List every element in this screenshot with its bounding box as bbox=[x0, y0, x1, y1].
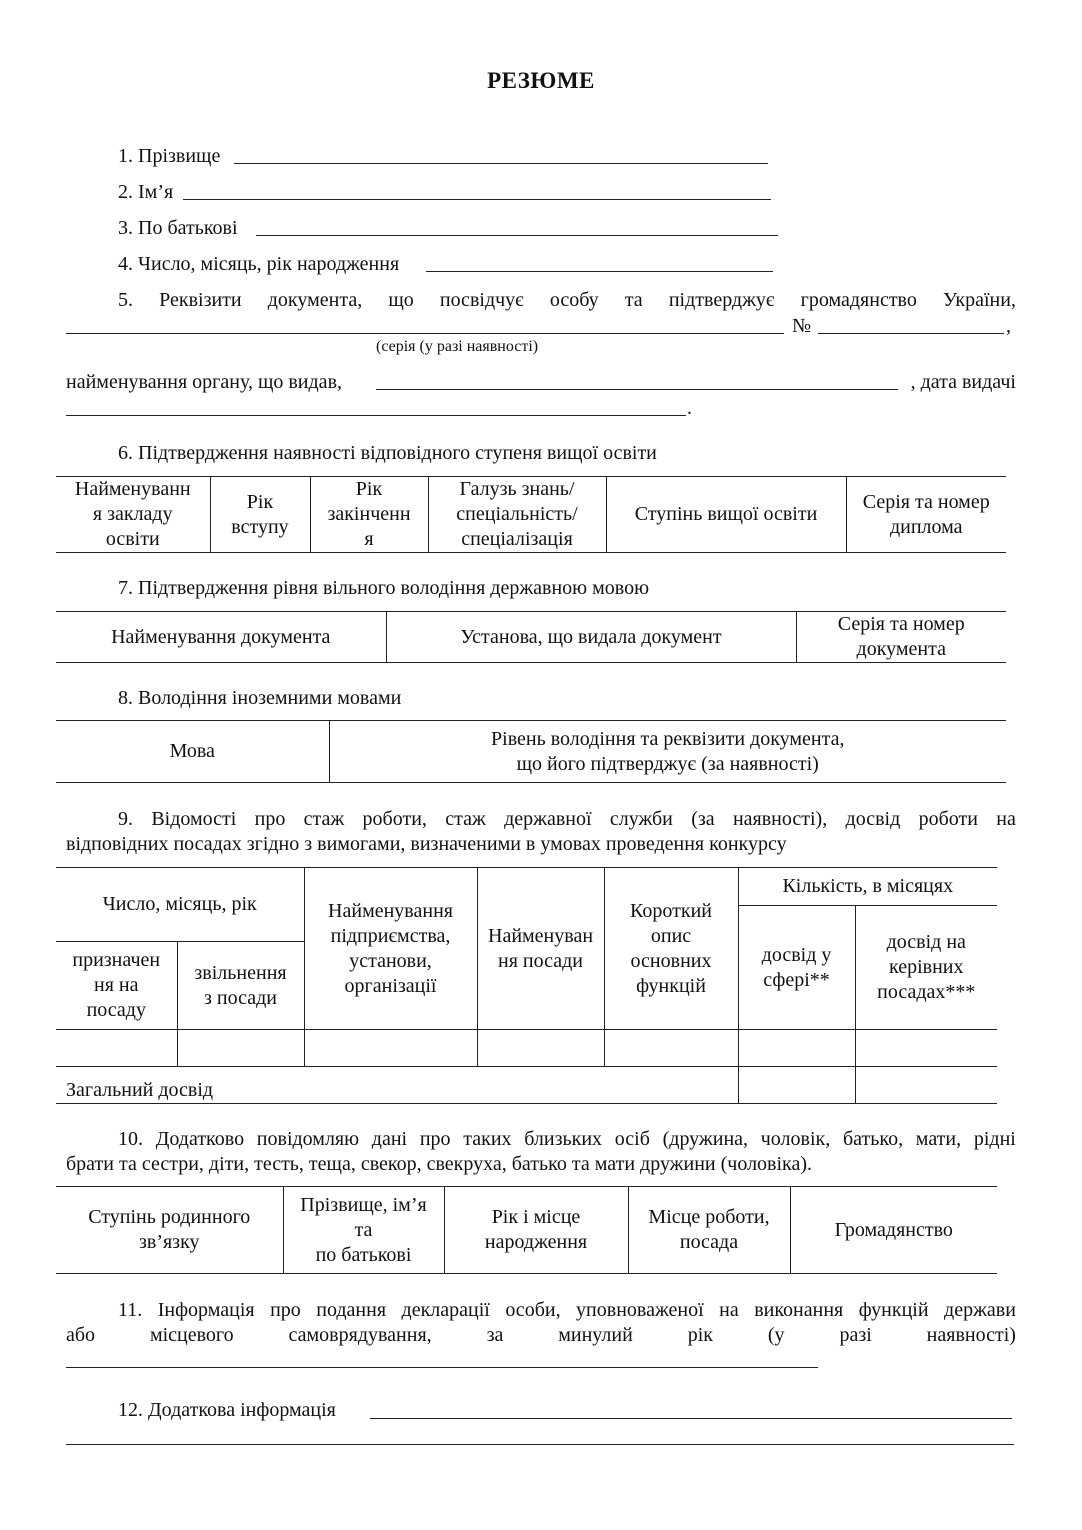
issuer-label: найменування органу, що видав, bbox=[66, 371, 343, 393]
rel-header-citizenship: Громадянство bbox=[790, 1187, 997, 1274]
section12-label: 12. Додаткова інформація bbox=[118, 1399, 336, 1421]
field-birthdate-label: 4. Число, місяць, рік народження bbox=[118, 253, 400, 275]
section5-heading: 5. Реквізити документа, що посвідчує особу та підтверджує громадянство України, bbox=[118, 289, 1016, 311]
section7-heading: 7. Підтвердження рівня вільного володіння державною мовою bbox=[118, 577, 650, 599]
rel-header-relation: Ступінь родинного зв’язку bbox=[56, 1187, 283, 1274]
edu-header-entry-year: Рік вступу bbox=[210, 477, 310, 553]
work-total-managerial[interactable] bbox=[855, 1067, 997, 1104]
work-cell[interactable] bbox=[304, 1030, 477, 1067]
rel-header-name: Прізвище, ім’я та по батькові bbox=[283, 1187, 444, 1274]
foreign-languages-table bbox=[56, 720, 1006, 783]
work-cell[interactable] bbox=[604, 1030, 738, 1067]
section11-heading: 11. Інформація про подання декларації особи, уповноваженої на виконання функцій держави bbox=[118, 1299, 1016, 1321]
work-header-functions: Короткий опис основних функцій bbox=[604, 868, 738, 1030]
rel-header-work: Місце роботи, посада bbox=[628, 1187, 790, 1274]
issue-date-line[interactable] bbox=[66, 415, 686, 416]
page-title: РЕЗЮМЕ bbox=[487, 68, 595, 93]
document-number-line[interactable] bbox=[818, 333, 1004, 334]
section8-heading: 8. Володіння іноземними мовами bbox=[118, 687, 402, 709]
field-birthdate-line[interactable] bbox=[426, 271, 773, 272]
period: . bbox=[687, 397, 692, 419]
work-header-months-group: Кількість, в місяцях bbox=[738, 868, 997, 906]
work-header-appointed: призначен ня на посаду bbox=[56, 942, 177, 1030]
field-name-line[interactable] bbox=[183, 199, 771, 200]
education-table bbox=[56, 476, 1006, 553]
field-patronymic-label: 3. По батькові bbox=[118, 217, 238, 239]
edu-header-field: Галузь знань/ спеціальність/ спеціалізація bbox=[428, 477, 606, 553]
section11-heading-line2: або місцевого самоврядування, за минулий рік (у разі наявності) bbox=[66, 1324, 1016, 1346]
foreign-header-language: Мова bbox=[56, 721, 329, 783]
issuer-line[interactable] bbox=[376, 389, 898, 390]
declaration-line[interactable] bbox=[66, 1367, 818, 1368]
lang-header-number: Серія та номер документа bbox=[796, 612, 1006, 663]
work-total-sphere[interactable] bbox=[738, 1067, 855, 1104]
language-proficiency-table bbox=[56, 611, 1006, 663]
work-empty-row[interactable] bbox=[56, 1030, 997, 1067]
work-cell[interactable] bbox=[56, 1030, 177, 1067]
work-header-sphere: досвід у сфері** bbox=[738, 906, 855, 1030]
work-cell[interactable] bbox=[855, 1030, 997, 1067]
relatives-table bbox=[56, 1186, 997, 1274]
field-surname-label: 1. Прізвище bbox=[118, 145, 221, 167]
issue-date-label: , дата видачі bbox=[910, 371, 1016, 393]
lang-header-document: Найменування документа bbox=[56, 612, 386, 663]
number-sign: № bbox=[792, 315, 812, 337]
work-header-managerial: досвід на керівних посадах*** bbox=[855, 906, 997, 1030]
series-caption: (серія (у разі наявності) bbox=[376, 338, 539, 355]
work-cell[interactable] bbox=[738, 1030, 855, 1067]
comma: , bbox=[1006, 315, 1011, 337]
lang-header-issuer: Установа, що видала документ bbox=[386, 612, 796, 663]
rel-header-birth: Рік і місце народження bbox=[444, 1187, 628, 1274]
section6-heading: 6. Підтвердження наявності відповідного ступеня вищої освіти bbox=[118, 442, 657, 464]
work-header-organization: Найменування підприємства, установи, організації bbox=[304, 868, 477, 1030]
section10-heading-line2: брати та сестри, діти, тесть, теща, свекор, свекруха, батько та мати дружини (чоловіка). bbox=[66, 1153, 812, 1175]
work-cell[interactable] bbox=[177, 1030, 304, 1067]
additional-info-line-1[interactable] bbox=[370, 1418, 1012, 1419]
work-experience-table bbox=[56, 867, 997, 1104]
work-header-position: Найменуван ня посади bbox=[477, 868, 604, 1030]
work-total-label: Загальний досвід bbox=[56, 1067, 738, 1104]
work-header-dismissed: звільнення з посади bbox=[177, 942, 304, 1030]
foreign-header-level: Рівень володіння та реквізити документа, що його підтверджує (за наявності) bbox=[329, 721, 1006, 783]
work-cell[interactable] bbox=[477, 1030, 604, 1067]
section9-heading: 9. Відомості про стаж роботи, стаж державної служби (за наявності), досвід роботи на bbox=[118, 808, 1016, 830]
document-series-line[interactable] bbox=[66, 333, 784, 334]
field-surname-line[interactable] bbox=[234, 163, 768, 164]
section9-heading-line2: відповідних посадах згідно з вимогами, визначеними в умовах проведення конкурсу bbox=[66, 833, 787, 855]
edu-header-grad-year: Рік закінченн я bbox=[310, 477, 428, 553]
edu-header-institution: Найменуванн я закладу освіти bbox=[56, 477, 210, 553]
additional-info-line-2[interactable] bbox=[66, 1444, 1014, 1445]
edu-header-diploma: Серія та номер диплома bbox=[846, 477, 1006, 553]
field-patronymic-line[interactable] bbox=[256, 235, 778, 236]
work-header-date-group: Число, місяць, рік bbox=[56, 868, 304, 942]
field-name-label: 2. Ім’я bbox=[118, 181, 174, 203]
section10-heading: 10. Додатково повідомляю дані про таких близьких осіб (дружина, чоловік, батько, мати, рідні bbox=[118, 1128, 1016, 1150]
edu-header-degree: Ступінь вищої освіти bbox=[606, 477, 846, 553]
